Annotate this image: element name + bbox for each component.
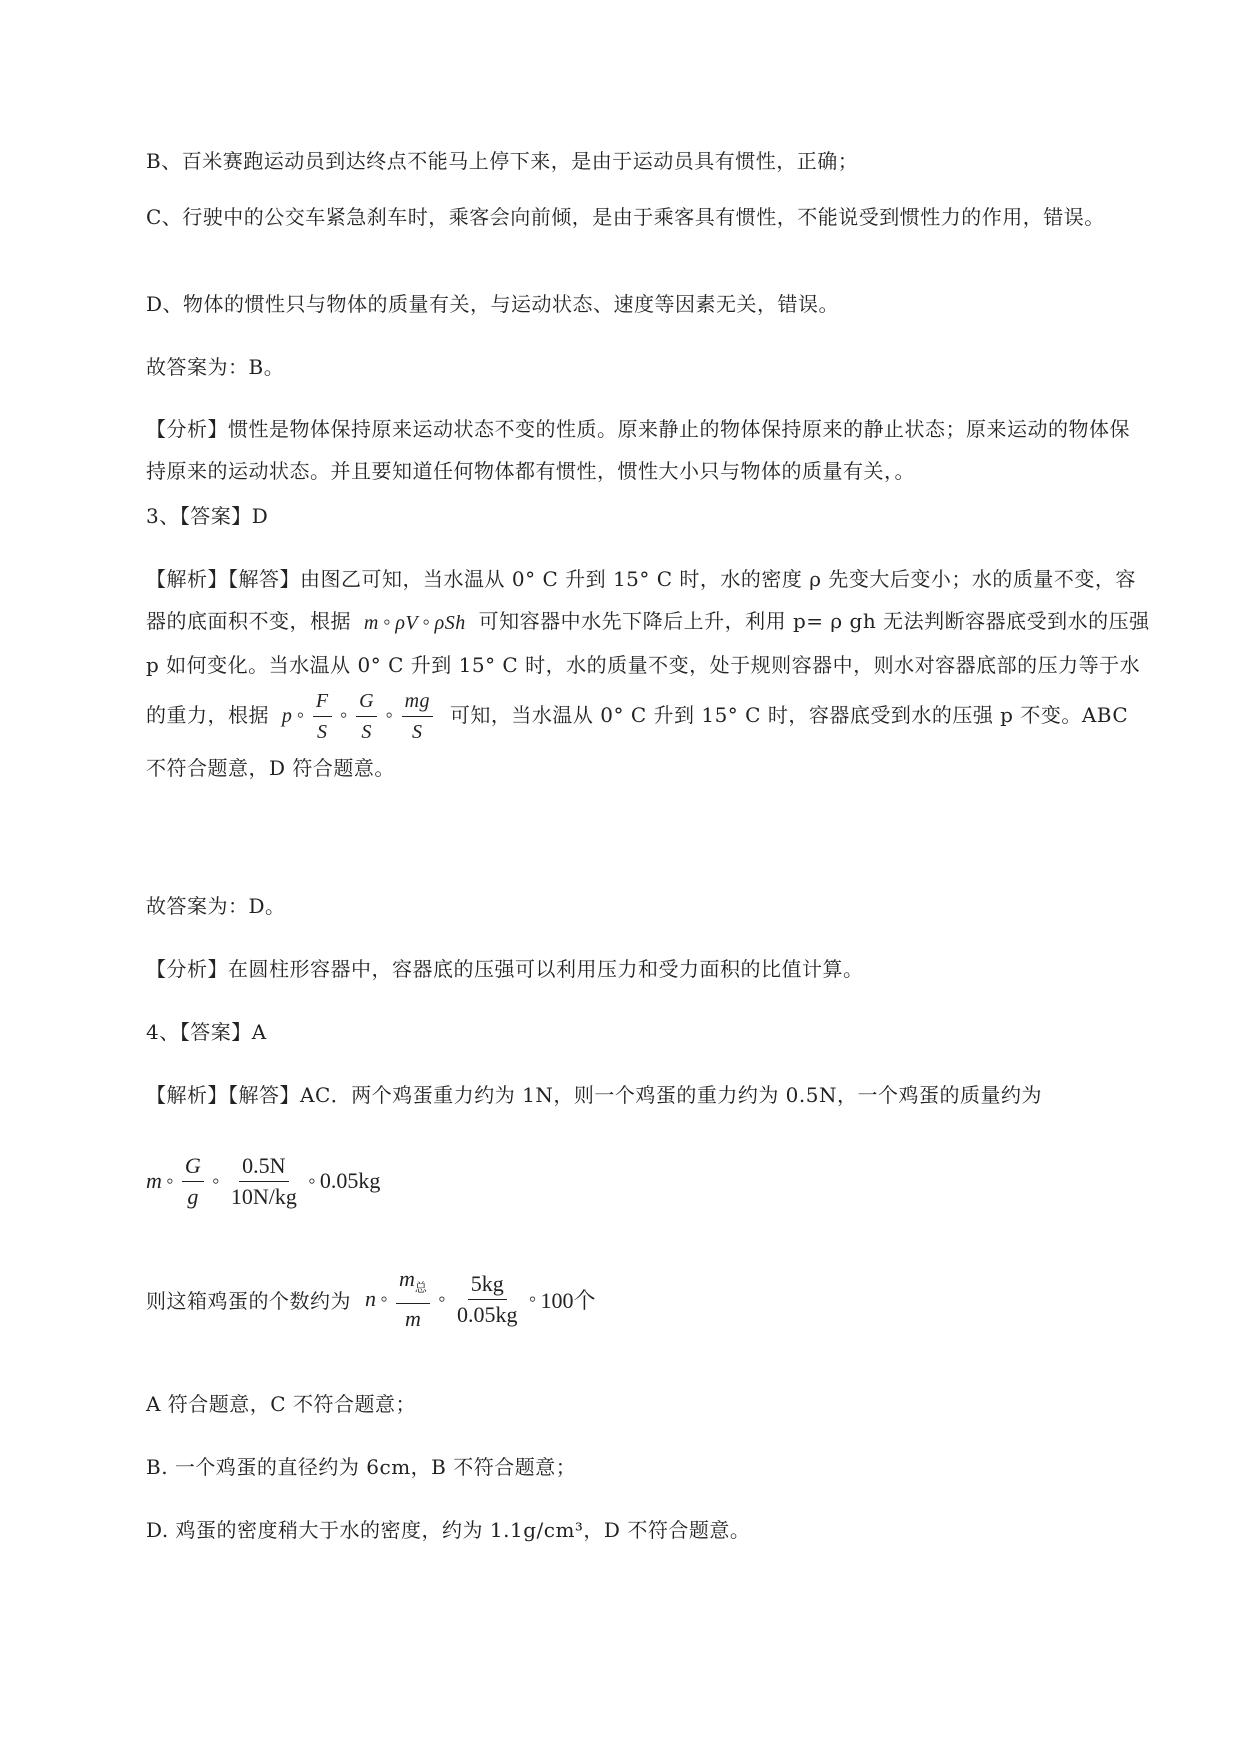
question-4-explanation: 【解析】【解答】AC．两个鸡蛋重力约为 1N，则一个鸡蛋的重力约为 0.5N，一个鸡蛋的质量约为: [146, 1083, 1042, 1107]
answer-3: 故答案为：D。: [146, 894, 286, 918]
option-d-result: D. 鸡蛋的密度稍大于水的密度，约为 1.1g/cm³，D 不符合题意。: [146, 1518, 751, 1542]
q3-text-part3: 可知，当水温从 0° C 升到 15° C 时，容器底受到水的压强 p 不变。ABC 不符合题意，D 符合题意。: [146, 702, 1129, 780]
q3-text-part2: 可知容器中水先下降后上升，利用 p= ρ gh 无法判断容器底受到水的压强 p 如何变化。当水温从 0° C 升到 15° C 时，水的质量不变，处于规则容器中，则水对容器底部的压力等于水的重力，根据: [146, 609, 1150, 727]
egg-count-equation: 则这箱鸡蛋的个数约为 n ⸰ $\frac{m_总}{m}$ ⸰ $\frac{5kg}{0.05kg}$ ⸰ 100个: [146, 1266, 596, 1331]
option-b-explanation: B、百米赛跑运动员到达终点不能马上停下来，是由于运动员具有惯性，正确；: [146, 149, 859, 173]
q3-text-part1: 【解析】【解答】由图乙可知，当水温从 0° C 升到 15° C 时，水的密度 ρ 先变大后变小；水的质量不变，容器的底面积不变，根据: [146, 567, 1136, 633]
analysis-2: 【分析】惯性是物体保持原来运动状态不变的性质。原来静止的物体保持原来的静止状态；原来运动的物体保持原来的运动状态。并且要知道任何物体都有惯性，惯性大小只与物体的质量有关，。: [146, 417, 1130, 483]
option-d-explanation: D、物体的惯性只与物体的质量有关，与运动状态、速度等因素无关，错误。: [146, 292, 840, 316]
option-b-result: B. 一个鸡蛋的直径约为 6cm，B 不符合题意；: [146, 1455, 577, 1479]
answer-2: 故答案为：B。: [146, 355, 285, 379]
density-equation: m ⸰ ρV ⸰ ρSh: [363, 611, 466, 634]
question-4-answer: 4、【答案】A: [146, 1020, 267, 1044]
question-3-answer: 3、【答案】D: [146, 504, 269, 528]
analysis-3: 【分析】在圆柱形容器中，容器底的压强可以利用压力和受力面积的比值计算。: [146, 957, 864, 981]
pressure-equation: p ⸰ $\frac{F}{S}$ ⸰ $\frac{G}{S}$ ⸰ $\frac{mg}{S}$: [282, 686, 437, 747]
option-a-c-result: A 符合题意，C 不符合题意；: [146, 1392, 416, 1416]
option-c-explanation: C、行驶中的公交车紧急刹车时，乘客会向前倾，是由于乘客具有惯性，不能说受到惯性力的作用，错误。: [146, 205, 1105, 229]
question-3-explanation: [146, 558, 1150, 789]
egg-mass-equation: m ⸰ $\frac{G}{g}$ ⸰ $\frac{0.5N}{10N/kg}$ ⸰ 0.05kg: [146, 1152, 381, 1209]
